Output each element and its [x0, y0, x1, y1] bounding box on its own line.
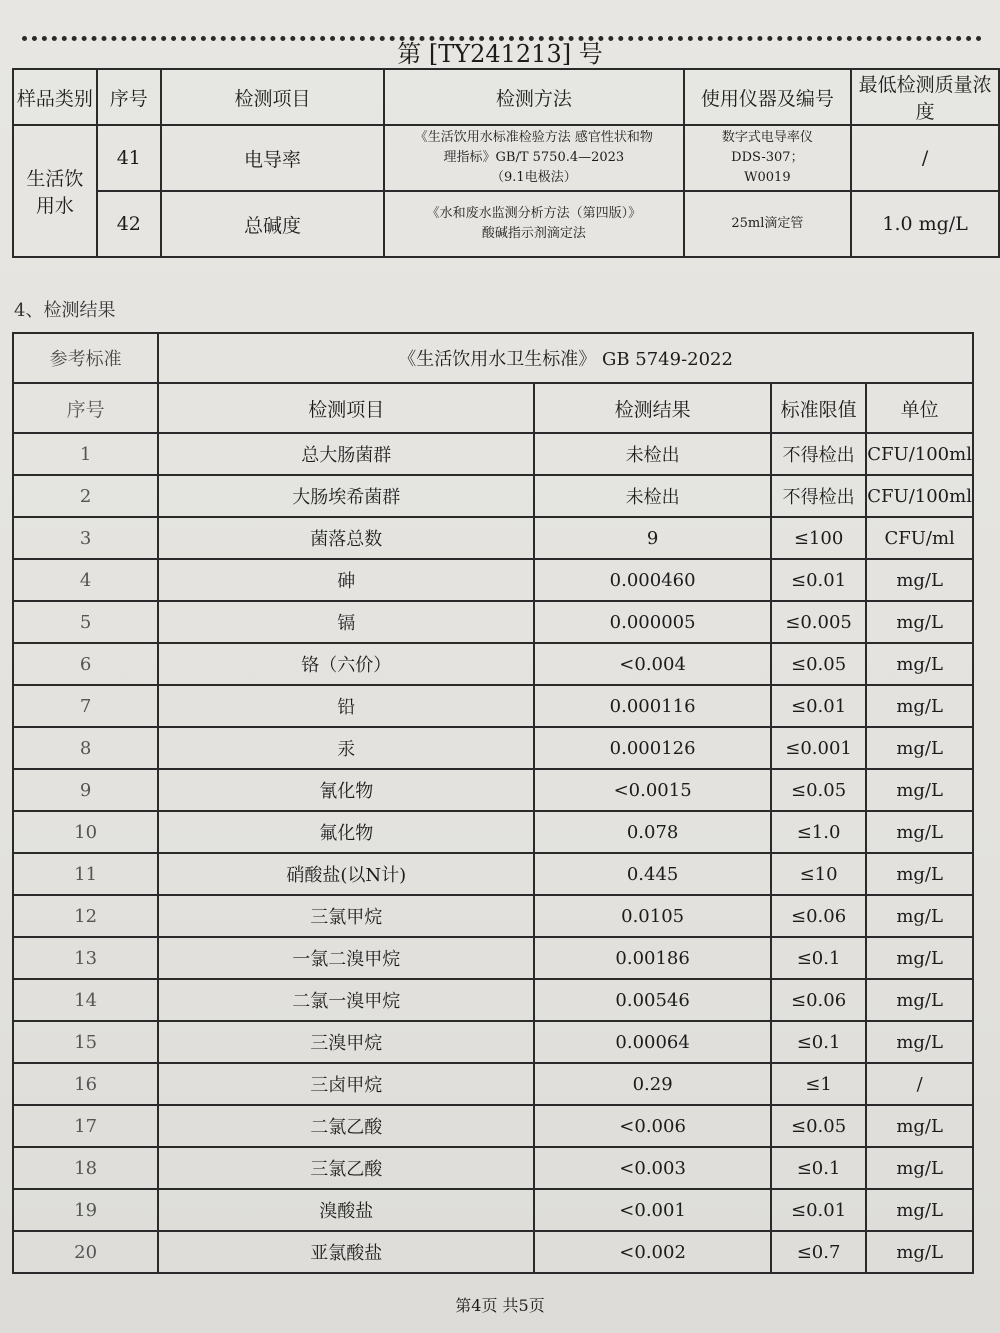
results-row — [13, 433, 973, 475]
results-row — [13, 979, 973, 1021]
results-row — [13, 1231, 973, 1273]
results-row-result: 未检出 — [534, 433, 771, 475]
results-row-limit: ≤0.7 — [771, 1231, 866, 1273]
methods-row-method — [384, 125, 683, 191]
methods-row-no: 42 — [97, 191, 161, 257]
results-row-unit: mg/L — [866, 937, 973, 979]
results-row-unit: mg/L — [866, 601, 973, 643]
results-row-item: 一氯二溴甲烷 — [158, 937, 534, 979]
results-row-item: 溴酸盐 — [158, 1189, 534, 1231]
results-row-item: 氰化物 — [158, 769, 534, 811]
results-row-no: 3 — [13, 517, 158, 559]
reference-standard-label: 参考标准 — [13, 333, 158, 383]
results-row-limit: ≤0.06 — [771, 895, 866, 937]
methods-row-no: 41 — [97, 125, 161, 191]
results-row-unit: / — [866, 1063, 973, 1105]
results-row-item: 硝酸盐(以N计) — [158, 853, 534, 895]
results-table — [12, 332, 974, 1274]
results-row-no: 6 — [13, 643, 158, 685]
results-row-no: 4 — [13, 559, 158, 601]
results-row-no: 13 — [13, 937, 158, 979]
results-row-limit: ≤0.1 — [771, 1147, 866, 1189]
results-row-result: 0.29 — [534, 1063, 771, 1105]
results-row-limit: ≤0.005 — [771, 601, 866, 643]
results-row-unit: CFU/ml — [866, 517, 973, 559]
section-title: 4、检测结果 — [14, 300, 116, 321]
methods-header-min-conc: 最低检测质量浓度 — [851, 69, 999, 125]
results-row-result: <0.003 — [534, 1147, 771, 1189]
results-row-item: 二氯乙酸 — [158, 1105, 534, 1147]
results-row-unit: mg/L — [866, 643, 973, 685]
results-header-limit: 标准限值 — [771, 383, 866, 433]
results-row-no: 17 — [13, 1105, 158, 1147]
results-row-item: 三氯甲烷 — [158, 895, 534, 937]
results-row — [13, 769, 973, 811]
results-row-limit: 不得检出 — [771, 475, 866, 517]
results-row-result: <0.0015 — [534, 769, 771, 811]
results-row-unit: mg/L — [866, 895, 973, 937]
results-row-no: 2 — [13, 475, 158, 517]
results-row — [13, 643, 973, 685]
methods-row-item: 电导率 — [161, 125, 384, 191]
results-row — [13, 1021, 973, 1063]
results-row-result: 9 — [534, 517, 771, 559]
results-row-no: 10 — [13, 811, 158, 853]
results-row-limit: ≤1 — [771, 1063, 866, 1105]
instrument-line: W0019 — [744, 170, 791, 185]
results-row-result: 0.000116 — [534, 685, 771, 727]
results-row-item: 砷 — [158, 559, 534, 601]
results-row — [13, 1147, 973, 1189]
results-row-limit: ≤0.05 — [771, 643, 866, 685]
methods-row — [13, 125, 999, 191]
methods-row-min-conc: / — [851, 125, 999, 191]
report-no-suffix: 号 — [578, 40, 603, 68]
results-row — [13, 937, 973, 979]
results-row-unit: mg/L — [866, 685, 973, 727]
page-footer: 第4页 共5页 — [455, 1296, 545, 1315]
results-row-limit: ≤0.05 — [771, 769, 866, 811]
results-row-no: 18 — [13, 1147, 158, 1189]
report-no-prefix: 第 — [397, 40, 422, 68]
results-row — [13, 1105, 973, 1147]
results-row-no: 19 — [13, 1189, 158, 1231]
results-row-unit: mg/L — [866, 1105, 973, 1147]
results-row-result: 0.00546 — [534, 979, 771, 1021]
methods-row — [13, 191, 999, 257]
results-row-item: 亚氯酸盐 — [158, 1231, 534, 1273]
reference-standard-row — [13, 333, 973, 383]
methods-row-method — [384, 191, 683, 257]
results-row-limit: ≤0.05 — [771, 1105, 866, 1147]
results-row-item: 三溴甲烷 — [158, 1021, 534, 1063]
results-row-unit: mg/L — [866, 811, 973, 853]
method-line: 酸碱指示剂滴定法 — [481, 226, 586, 241]
results-row — [13, 517, 973, 559]
results-row-item: 汞 — [158, 727, 534, 769]
results-row-unit: mg/L — [866, 1231, 973, 1273]
results-row-limit: ≤100 — [771, 517, 866, 559]
methods-header-method: 检测方法 — [384, 69, 683, 125]
methods-row-instrument — [684, 125, 852, 191]
results-row-result: 0.445 — [534, 853, 771, 895]
results-row-no: 5 — [13, 601, 158, 643]
results-row-result: 0.0105 — [534, 895, 771, 937]
results-row-limit: ≤0.06 — [771, 979, 866, 1021]
results-row-no: 11 — [13, 853, 158, 895]
results-header-row — [13, 383, 973, 433]
results-row-item: 铬（六价） — [158, 643, 534, 685]
results-row — [13, 685, 973, 727]
results-header-no: 序号 — [13, 383, 158, 433]
results-row — [13, 1189, 973, 1231]
methods-row-min-conc: 1.0 mg/L — [851, 191, 999, 257]
results-row-item: 总大肠菌群 — [158, 433, 534, 475]
results-row — [13, 853, 973, 895]
results-row-unit: mg/L — [866, 1189, 973, 1231]
results-row-unit: mg/L — [866, 1147, 973, 1189]
results-row — [13, 727, 973, 769]
results-row-item: 镉 — [158, 601, 534, 643]
method-line: 《水和废水监测分析方法（第四版）》 — [426, 206, 642, 221]
results-header-unit: 单位 — [866, 383, 973, 433]
results-row-unit: mg/L — [866, 727, 973, 769]
results-row-no: 12 — [13, 895, 158, 937]
method-line: 理指标》GB/T 5750.4—2023 — [443, 150, 625, 165]
methods-header-item: 检测项目 — [161, 69, 384, 125]
results-row — [13, 811, 973, 853]
results-row-result: 0.078 — [534, 811, 771, 853]
results-row-result: <0.002 — [534, 1231, 771, 1273]
results-row-result: <0.004 — [534, 643, 771, 685]
results-row-item: 大肠埃希菌群 — [158, 475, 534, 517]
results-row-limit: ≤1.0 — [771, 811, 866, 853]
results-header-result: 检测结果 — [534, 383, 771, 433]
results-row-result: <0.001 — [534, 1189, 771, 1231]
instrument-line: 数字式电导率仪 — [721, 130, 813, 145]
method-line: （9.1电极法） — [491, 170, 577, 185]
methods-header-instrument: 使用仪器及编号 — [684, 69, 852, 125]
results-row-unit: mg/L — [866, 979, 973, 1021]
results-row — [13, 559, 973, 601]
results-row-no: 8 — [13, 727, 158, 769]
results-row-limit: ≤0.1 — [771, 1021, 866, 1063]
results-row-item: 三卤甲烷 — [158, 1063, 534, 1105]
results-row-unit: CFU/100ml — [866, 475, 973, 517]
results-row — [13, 1063, 973, 1105]
methods-category: 生活饮用水 — [13, 125, 97, 257]
methods-row-item: 总碱度 — [161, 191, 384, 257]
report-number — [0, 34, 1000, 69]
results-header-item: 检测项目 — [158, 383, 534, 433]
results-row-limit: 不得检出 — [771, 433, 866, 475]
method-line: 《生活饮用水标准检验方法 感官性状和物 — [414, 130, 653, 145]
results-row-no: 20 — [13, 1231, 158, 1273]
methods-row-instrument: 25ml滴定管 — [684, 191, 852, 257]
results-row-limit: ≤0.01 — [771, 559, 866, 601]
report-no-value: [TY241213] — [428, 40, 572, 68]
results-row-no: 14 — [13, 979, 158, 1021]
results-row-result: 0.00064 — [534, 1021, 771, 1063]
results-row-item: 二氯一溴甲烷 — [158, 979, 534, 1021]
results-row-result: 0.000460 — [534, 559, 771, 601]
results-row-limit: ≤0.01 — [771, 685, 866, 727]
results-row-unit: mg/L — [866, 1021, 973, 1063]
results-row-no: 15 — [13, 1021, 158, 1063]
methods-header-row — [13, 69, 999, 125]
methods-header-no: 序号 — [97, 69, 161, 125]
methods-header-category: 样品类别 — [13, 69, 97, 125]
results-row-no: 16 — [13, 1063, 158, 1105]
results-row-limit: ≤0.1 — [771, 937, 866, 979]
results-row-item: 菌落总数 — [158, 517, 534, 559]
results-row-unit: mg/L — [866, 559, 973, 601]
results-row-limit: ≤0.001 — [771, 727, 866, 769]
results-row-item: 铅 — [158, 685, 534, 727]
results-row-item: 三氯乙酸 — [158, 1147, 534, 1189]
results-row-limit: ≤0.01 — [771, 1189, 866, 1231]
results-row-item: 氟化物 — [158, 811, 534, 853]
results-row-result: 0.000005 — [534, 601, 771, 643]
results-row-result: 0.00186 — [534, 937, 771, 979]
methods-table — [12, 68, 1000, 258]
results-row — [13, 895, 973, 937]
reference-standard-value: 《生活饮用水卫生标准》 GB 5749-2022 — [158, 333, 973, 383]
results-row-result: <0.006 — [534, 1105, 771, 1147]
instrument-line: DDS-307； — [731, 150, 804, 165]
results-row-result: 未检出 — [534, 475, 771, 517]
results-row — [13, 475, 973, 517]
results-row-unit: mg/L — [866, 769, 973, 811]
results-row — [13, 601, 973, 643]
results-row-unit: CFU/100ml — [866, 433, 973, 475]
results-row-unit: mg/L — [866, 853, 973, 895]
results-row-no: 9 — [13, 769, 158, 811]
results-row-no: 7 — [13, 685, 158, 727]
results-row-limit: ≤10 — [771, 853, 866, 895]
results-row-no: 1 — [13, 433, 158, 475]
results-row-result: 0.000126 — [534, 727, 771, 769]
